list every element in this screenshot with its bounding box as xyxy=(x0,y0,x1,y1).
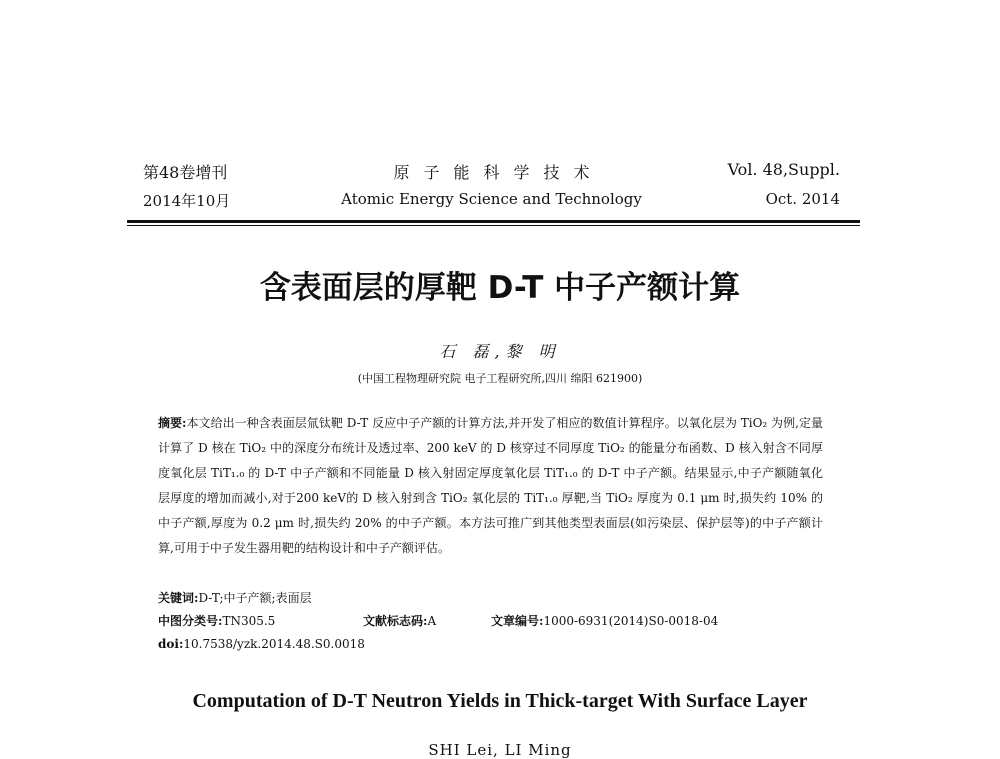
doi-label: doi: xyxy=(158,637,184,651)
doc-value: A xyxy=(427,614,437,628)
doi-value: 10.7538/yzk.2014.48.S0.0018 xyxy=(183,637,365,651)
keywords xyxy=(158,589,823,606)
abstract-text: 本文给出一种含表面层氚钛靶 D-T 反应中子产额的计算方法,并开发了相应的数值计算程序。以氧化层为 TiO₂ 为例,定量计算了 D 核在 TiO₂ 中的深度分布统计及透过率、200 keV 的 D 核穿过不同厚度 TiO₂ 的能量分布函数、D 核入射含不同厚度氧化层 TiT₁.₀ 的 D-T 中子产额和不同能量 D 核入射固定厚度氧化层 TiT₁.₀ 的 D-T 中子产额。结果显示,中子产额随氧化层厚度的增加而减小,对于200 keV的 D 核入射到含 TiO₂ 氧化层的 TiT₁.₀ 厚靶,当 TiO₂ 厚度为 0.1 μm 时,损失约 10% 的中子产额,厚度为 0.2 μm 时,损失约 20% 的中子产额。本方法可推广到其他类型表面层(如污染层、保护层等)的中子产额计算,可用于中子发生器用靶的结构设计和中子产额评估。 xyxy=(158,416,823,555)
authors-cn: 石 磊,黎 明 xyxy=(439,342,561,361)
clc-label: 中图分类号: xyxy=(158,614,223,628)
header-volume-en: Vol. 48,Suppl. xyxy=(727,160,840,179)
abstract-label: 摘要: xyxy=(158,416,187,430)
abstract xyxy=(158,411,823,561)
header-rule-thin xyxy=(127,225,860,226)
clc-code xyxy=(158,612,275,629)
keywords-text: D-T;中子产额;表面层 xyxy=(198,591,312,605)
header-journal-cn: 原子能科学技术 xyxy=(393,163,604,182)
header-date-cn: 2014年10月 xyxy=(143,192,231,210)
clc-value: TN305.5 xyxy=(222,614,276,628)
header-rule-thick xyxy=(127,220,860,223)
article-value: 1000-6931(2014)S0-0018-04 xyxy=(543,614,719,628)
doi-line xyxy=(158,637,823,651)
article-label: 文章编号: xyxy=(491,614,544,628)
keywords-label: 关键词: xyxy=(158,591,199,605)
affiliation-cn: (中国工程物理研究院 电子工程研究所,四川 绵阳 621900) xyxy=(357,372,643,385)
authors-en: SHI Lei, LI Ming xyxy=(428,741,572,759)
document-code xyxy=(363,612,436,629)
article-number xyxy=(491,612,718,629)
header-date-en: Oct. 2014 xyxy=(765,190,840,208)
paper-title-cn: 含表面层的厚靶 D-T 中子产额计算 xyxy=(259,270,741,306)
header-volume-cn: 第48卷增刊 xyxy=(143,163,228,182)
doc-label: 文献标志码: xyxy=(363,614,428,628)
header-journal-en: Atomic Energy Science and Technology xyxy=(341,190,642,208)
running-header xyxy=(143,160,840,216)
paper-title-en: Computation of D-T Neutron Yields in Thick-target With Surface Layer xyxy=(192,690,808,712)
